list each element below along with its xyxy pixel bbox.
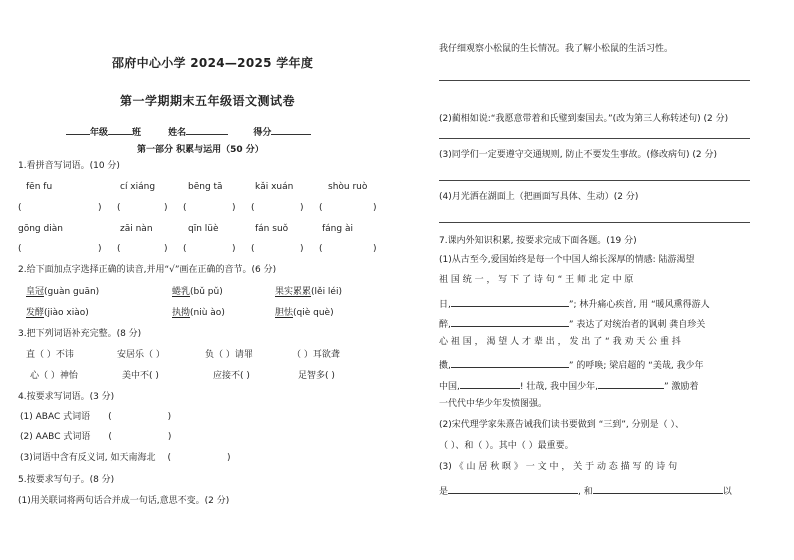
q7-3-answer-line [439,484,732,497]
answer-paren[interactable]: ( [251,244,255,254]
answer-line[interactable] [439,180,750,181]
pinyin: shòu ruò [328,182,368,192]
exam-paper-title: 第一学期期末五年级语文测试卷 [120,94,296,108]
pinyin: gōng diàn [18,224,63,234]
q5-title: 5.按要求写句子。(8 分) [18,475,115,485]
q2-options: (niù ào) [190,308,225,318]
answer-paren: ( [167,453,171,463]
q2-item[interactable] [275,309,334,318]
answer-paren[interactable]: ) [232,203,236,213]
answer-line[interactable] [439,138,750,139]
q4-label: (1) ABAC 式词语 [20,412,91,422]
poem-blank[interactable] [451,297,569,307]
q2-item[interactable] [275,288,342,297]
idiom-fill[interactable]: 美中不( ) [122,371,159,381]
q7-fragment: 擞, [439,361,451,371]
q4-label: (2) AABC 式词语 [20,432,91,442]
answer-paren[interactable]: ) [164,203,168,213]
q5-2-prompt: (2)蔺相如说:“我愿意带着和氏璧到秦国去。”(改为第三人称转述句) (2 分) [439,114,729,124]
part1-title: 第一部分 积累与运用（50 分） [137,145,264,155]
answer-paren[interactable]: ( [251,203,255,213]
q7-text-line: 心 祖 国 ， 渴 望 人 才 辈 出 ， 发 出 了 “ 我 劝 天 公 重 抖 [439,337,681,347]
poem-blank[interactable] [451,317,569,327]
q7-fragment: ” 的呼唤; 梁启超的 “美哉, 我少年 [568,361,704,371]
answer-paren[interactable]: ) [300,244,304,254]
poem-blank[interactable] [451,358,569,368]
q2-word: 执拗 [172,308,191,318]
answer-paren: ) [167,432,172,442]
q4-item[interactable] [20,433,171,442]
idiom-fill[interactable]: 安居乐（ ） [117,350,165,360]
score-blank[interactable] [271,125,311,135]
idiom-fill[interactable]: 足智多( ) [298,371,335,381]
q7-2-prompt-cont[interactable]: （ ）、和（ ）。其中（ ）最重要。 [439,441,574,451]
q5-1-prompt: (1)用关联词将两句话合并成一句话,意思不变。(2 分) [18,496,230,506]
q7-text-line [439,358,704,371]
answer-paren[interactable]: ( [183,244,187,254]
answer-paren[interactable]: ) [373,203,377,213]
q5-3-prompt: (3)同学们一定要遵守交通规则, 防止不要发生事故。(修改病句) (2 分) [439,150,717,160]
q2-options: (bǔ pǔ) [190,287,223,297]
q5-4-prompt: (4)月光洒在湖面上（把画面写具体、生动）(2 分) [439,192,639,202]
q2-word: 皇冠 [26,287,45,297]
q2-title: 2.给下面加点字选择正确的读音,并用“√”画在正确的音节。(6 分) [18,265,277,275]
pinyin: qīn lüè [188,224,219,234]
q4-title: 4.按要求写词语。(3 分) [18,392,115,402]
q4-item[interactable] [20,413,171,422]
answer-paren[interactable]: ) [232,244,236,254]
answer-paren: ) [227,453,231,463]
name-label: 姓名 [168,128,187,138]
q7-text-line [439,317,705,330]
q7-text-line: 祖 国 统 一 ， 写 下 了 诗 句 “ 王 师 北 定 中 原 [439,275,634,285]
q2-item[interactable] [172,288,223,297]
answer-line[interactable] [439,222,750,223]
grade-blank[interactable] [66,125,90,135]
q7-fragment: 日, [439,300,451,310]
q7-fragment: 中国, [439,382,460,392]
q7-title: 7.课内外知识积累, 按要求完成下面各题。(19 分) [439,236,637,246]
q7-fragment: ” 表达了对统治者的讽刺 龚自珍关 [568,320,706,330]
pinyin: fán suǒ [255,224,289,234]
q7-fragment: 醉, [439,320,451,330]
answer-paren[interactable]: ) [98,203,102,213]
class-label: 班 [132,128,142,138]
poem-blank[interactable] [598,379,664,389]
answer-paren[interactable]: ( [319,244,323,254]
idiom-fill[interactable]: （ ）耳欲聋 [292,350,340,360]
answer-paren[interactable]: ( [117,203,121,213]
answer-paren[interactable]: ) [300,203,304,213]
student-info-row [66,125,311,138]
idiom-fill[interactable]: 直（ ）不讳 [26,350,74,360]
poem-blank[interactable] [460,379,520,389]
q4-label: (3)词语中含有反义词, 如天南海北 [20,453,156,463]
idiom-fill[interactable]: 心（ ）神怡 [30,371,78,381]
answer-paren: ( [108,432,112,442]
q7-fragment: ” 激励着 [663,382,699,392]
poem-blank[interactable] [448,484,578,494]
answer-paren[interactable]: ( [117,244,121,254]
q7-2-prompt: (2)宋代理学家朱熹告诫我们读书要做到 “三到”, 分别是（ ）、 [439,420,685,430]
q7-text-line: (1)从古至今,爱国始终是每一个中国人绵长深厚的情感: 陆游渴望 [439,255,695,265]
q2-word: 果实累累 [275,287,312,297]
q2-options: (qiè què) [293,308,334,318]
pinyin: cí xiáng [120,182,156,192]
exam-school-title: 邵府中心小学 2024—2025 学年度 [112,56,314,70]
q7-fragment: ! 壮哉, 我中国少年, [519,382,598,392]
grade-label: 年级 [90,128,109,138]
q1-title: 1.看拼音写词语。(10 分) [18,161,120,171]
pinyin: zāi nàn [120,224,153,234]
q7-fragment: 是 [439,487,449,497]
q2-item[interactable] [172,309,225,318]
pinyin: fáng ài [322,224,353,234]
q2-options: (lěi léi) [311,287,342,297]
q2-options: (guàn guān) [44,287,100,297]
answer-paren[interactable]: ( [18,244,22,254]
answer-paren[interactable]: ) [98,244,102,254]
q2-word: 发酵 [26,308,45,318]
q7-fragment: , 和 [578,487,593,497]
q2-item[interactable] [26,309,89,318]
q2-item[interactable] [26,288,99,297]
idiom-fill[interactable]: 负（ ）请罪 [205,350,253,360]
answer-paren: ) [167,412,172,422]
idiom-fill[interactable]: 应接不( ) [213,371,250,381]
q2-options: (jiào xiào) [44,308,89,318]
pinyin: bēng tā [188,182,223,192]
name-blank[interactable] [186,125,228,135]
poem-blank[interactable] [593,484,723,494]
class-blank[interactable] [108,125,132,135]
answer-paren: ( [108,412,112,422]
q7-3-prompt: (3) 《 山 居 秋 暝 》 一 文 中 ， 关 于 动 态 描 写 的 诗 句 [439,462,678,472]
pinyin: fēn fu [26,182,53,192]
score-label: 得分 [253,128,272,138]
q7-fragment: ”; 林升痛心疾首, 用 “暖风熏得游人 [568,300,710,310]
q4-item[interactable] [20,454,231,463]
q2-word: 胆怯 [275,308,294,318]
answer-paren[interactable]: ) [373,244,377,254]
q7-text-line: 一代代中华少年发愤图强。 [439,399,548,409]
answer-paren[interactable]: ( [18,203,22,213]
q2-word: 蜷乳 [172,287,191,297]
answer-paren[interactable]: ) [164,244,168,254]
q5-1-sentences: 我仔细观察小松鼠的生长情况。我了解小松鼠的生活习性。 [439,44,674,54]
answer-line[interactable] [439,80,750,81]
q7-text-line [439,379,698,392]
q7-text-line [439,297,710,310]
pinyin: kǎi xuán [255,182,294,192]
answer-paren[interactable]: ( [183,203,187,213]
answer-paren[interactable]: ( [319,203,323,213]
q7-fragment: 以 [722,487,732,497]
q3-title: 3.把下列词语补充完整。(8 分) [18,329,142,339]
